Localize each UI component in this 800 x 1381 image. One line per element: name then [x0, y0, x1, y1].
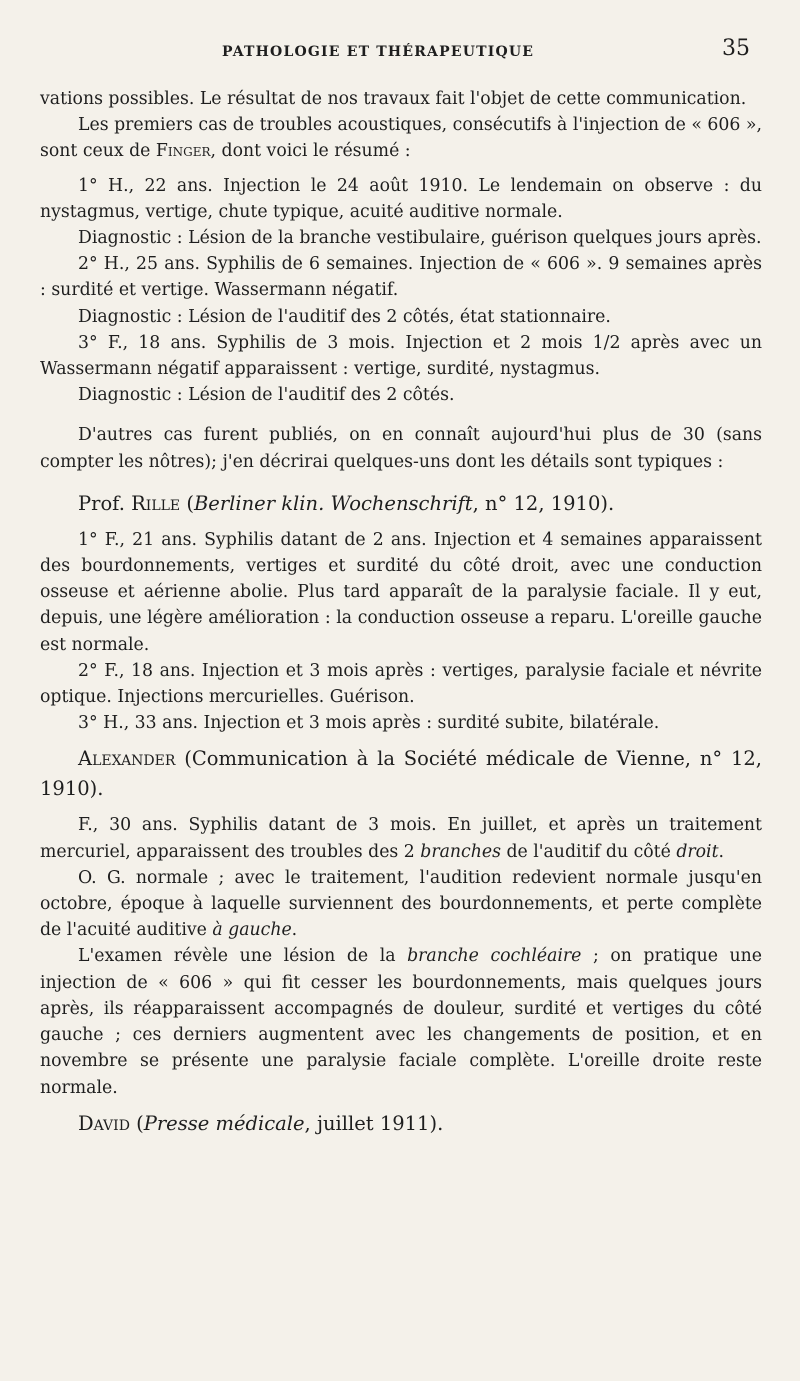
emphasis-branches: branches: [420, 841, 501, 862]
rille-case-3: 3° H., 33 ans. Injection et 3 mois après : surdité subite, bilatérale.: [78, 713, 660, 734]
case-text: ; on pratique une injection de « 606 » qui fit cesser les bourdonnements, mais quelques jours après, ils réapparaissent accompagnés de douleur, surdité et vertiges du côté gauche ; ces derniers augmentent avec les changements de position, et en novembre se présente une paralysie faciale complète. L'oreille droite reste normale.: [40, 946, 762, 1098]
ref-prefix: Prof.: [78, 491, 132, 515]
emphasis-gauche: à gauche: [212, 920, 292, 941]
ref-details: , n° 12, 1910).: [472, 491, 615, 515]
author-david: David: [78, 1111, 130, 1135]
case-2-diagnostic: Diagnostic : Lésion de l'auditif des 2 côtés, état stationnaire.: [78, 306, 611, 327]
case-text: F., 30 ans. Syphilis datant de 3 mois. En juillet, et après un traitement mercuriel, apparaissent des troubles des 2: [40, 815, 762, 862]
case-3: 3° F., 18 ans. Syphilis de 3 mois. Injection et 2 mois 1/2 après avec un Wassermann négatif apparaissent : vertige, surdité, nystagmus.: [40, 332, 762, 380]
case-2: 2° H., 25 ans. Syphilis de 6 semaines. Injection de « 606 ». 9 semaines après : surdité et vertige. Wassermann négatif.: [40, 254, 762, 301]
alexander-case-3: [40, 943, 762, 1100]
paragraph-continuation: vations possibles. Le résultat de nos travaux fait l'objet de cette communication.: [40, 89, 747, 109]
page-body: [40, 86, 762, 1139]
ref-details: , juillet 1911).: [304, 1111, 444, 1135]
page-number: 35: [722, 36, 750, 61]
emphasis-droit: droit: [676, 841, 719, 862]
rille-case-1: 1° F., 21 ans. Syphilis datant de 2 ans. Injection et 4 semaines apparaissent des bourdonnements, vertiges et surdité du côté droit, avec une conduction osseuse et aérienne abolie. Plus tard apparaît de la paralysie faciale. Il y eut, depuis, une légère amélioration : la conduction osseuse a reparu. L'oreille gauche est normale.: [40, 529, 762, 655]
case-text: O. G. normale ; avec le traitement, l'audition redevient normale jusqu'en octobre, époque à laquelle surviennent des bourdonnements, et perte complète de l'acuité auditive: [40, 867, 762, 941]
running-title: PATHOLOGIE ET THÉRAPEUTIQUE: [222, 44, 535, 60]
intro-text-end: , dont voici le résumé :: [210, 141, 411, 162]
case-1-diagnostic: Diagnostic : Lésion de la branche vestibulaire, guérison quelques jours après.: [78, 228, 762, 249]
journal-presse: Presse médicale: [143, 1111, 305, 1135]
alexander-case-1: [40, 812, 762, 864]
page-header: [0, 36, 800, 66]
ref-open: (: [129, 1111, 144, 1135]
case-1: 1° H., 22 ans. Injection le 24 août 1910. Le lendemain on observe : du nystagmus, vertige, chute typique, acuité auditive normale.: [40, 175, 762, 222]
author-alexander: Alexander: [78, 747, 176, 771]
rille-case-2: 2° F., 18 ans. Injection et 3 mois après : vertiges, paralysie faciale et névrite optique. Injections mercurielles. Guérison.: [40, 660, 762, 708]
author-finger: Finger: [155, 141, 211, 162]
case-text: L'examen révèle une lésion de la: [78, 946, 408, 967]
case-text: de l'auditif du côté: [500, 841, 677, 862]
reference-alexander: [40, 744, 762, 804]
alexander-case-2: [40, 865, 762, 944]
journal-berliner: Berliner klin. Wochenschrift: [193, 491, 473, 515]
case-text: .: [718, 841, 725, 862]
ref-details: (Communication à la Société médicale de Vienne, n° 12, 1910).: [40, 747, 762, 801]
ref-open: (: [180, 491, 194, 515]
case-3-diagnostic: Diagnostic : Lésion de l'auditif des 2 côtés.: [78, 385, 455, 406]
author-rille: Rille: [131, 491, 181, 515]
reference-david: [40, 1109, 762, 1139]
paragraph-other-cases: D'autres cas furent publiés, on en connaît aujourd'hui plus de 30 (sans compter les nôtres); j'en décrirai quelques-uns dont les détails sont typiques :: [40, 425, 762, 472]
intro-text: Les premiers cas de troubles acoustiques, consécutifs à l'injection de « 606 », sont ceux de: [40, 115, 762, 162]
paragraph-intro-finger: [40, 112, 762, 164]
emphasis-cochleaire: branche cochléaire: [407, 946, 582, 967]
reference-rille: [40, 489, 762, 519]
case-text: .: [291, 920, 298, 941]
